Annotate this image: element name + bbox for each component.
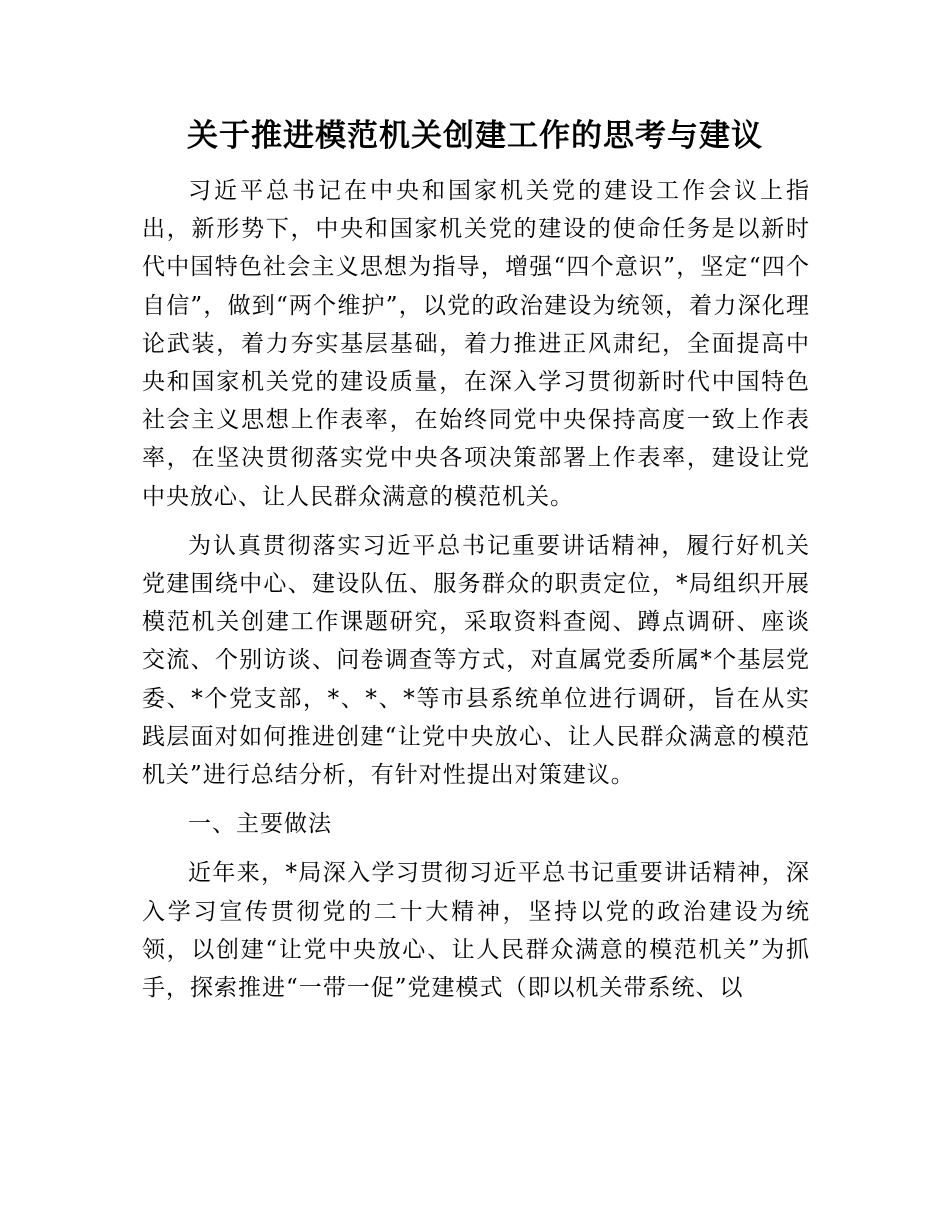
paragraph-gap xyxy=(142,843,810,854)
paragraph-intro: 习近平总书记在中央和国家机关党的建设工作会议上指出，新形势下，中央和国家机关党的建设的使命任务是以新时代中国特色社会主义思想为指导，增强“四个意识”，坚定“四个自信”，做到“两个维护”，以党的政治建设为统领，着力深化理论武装，着力夯实基层基础，着力推进正风肃纪，全面提高中央和国家机关党的建设质量，在深入学习贯彻新时代中国特色社会主义思想上作表率，在始终同党中央保持高度一致上作表率，在坚决贯彻落实党中央各项决策部署上作表率，建设让党中央放心、让人民群众满意的模范机关。 xyxy=(142,178,810,510)
section-heading: 一、主要做法 xyxy=(188,811,332,838)
paragraph-gap xyxy=(142,794,810,805)
document-title: 关于推进模范机关创建工作的思考与建议 xyxy=(187,118,763,154)
paragraph-gap xyxy=(142,516,810,527)
paragraph-purpose: 为认真贯彻落实习近平总书记重要讲话精神，履行好机关党建围绕中心、建设队伍、服务群众的职责定位，*局组织开展模范机关创建工作课题研究，采取资料查阅、蹲点调研、座谈交流、个别访谈、问卷调查等方式，对直属党委所属*个基层党委、*个党支部，*、*、*等市县系统单位进行调研，旨在从实践层面对如何推进创建“让党中央放心、让人民群众满意的模范机关”进行总结分析，有针对性提出对策建议。 xyxy=(142,532,810,789)
paragraph-practices: 近年来，*局深入学习贯彻习近平总书记重要讲话精神，深入学习宣传贯彻党的二十大精神，坚持以党的政治建设为统领，以创建“让党中央放心、让人民群众满意的模范机关”为抓手，探索推进“一带一促”党建模式（即以机关带系统、以 xyxy=(142,860,810,1002)
document-body xyxy=(142,172,810,1007)
